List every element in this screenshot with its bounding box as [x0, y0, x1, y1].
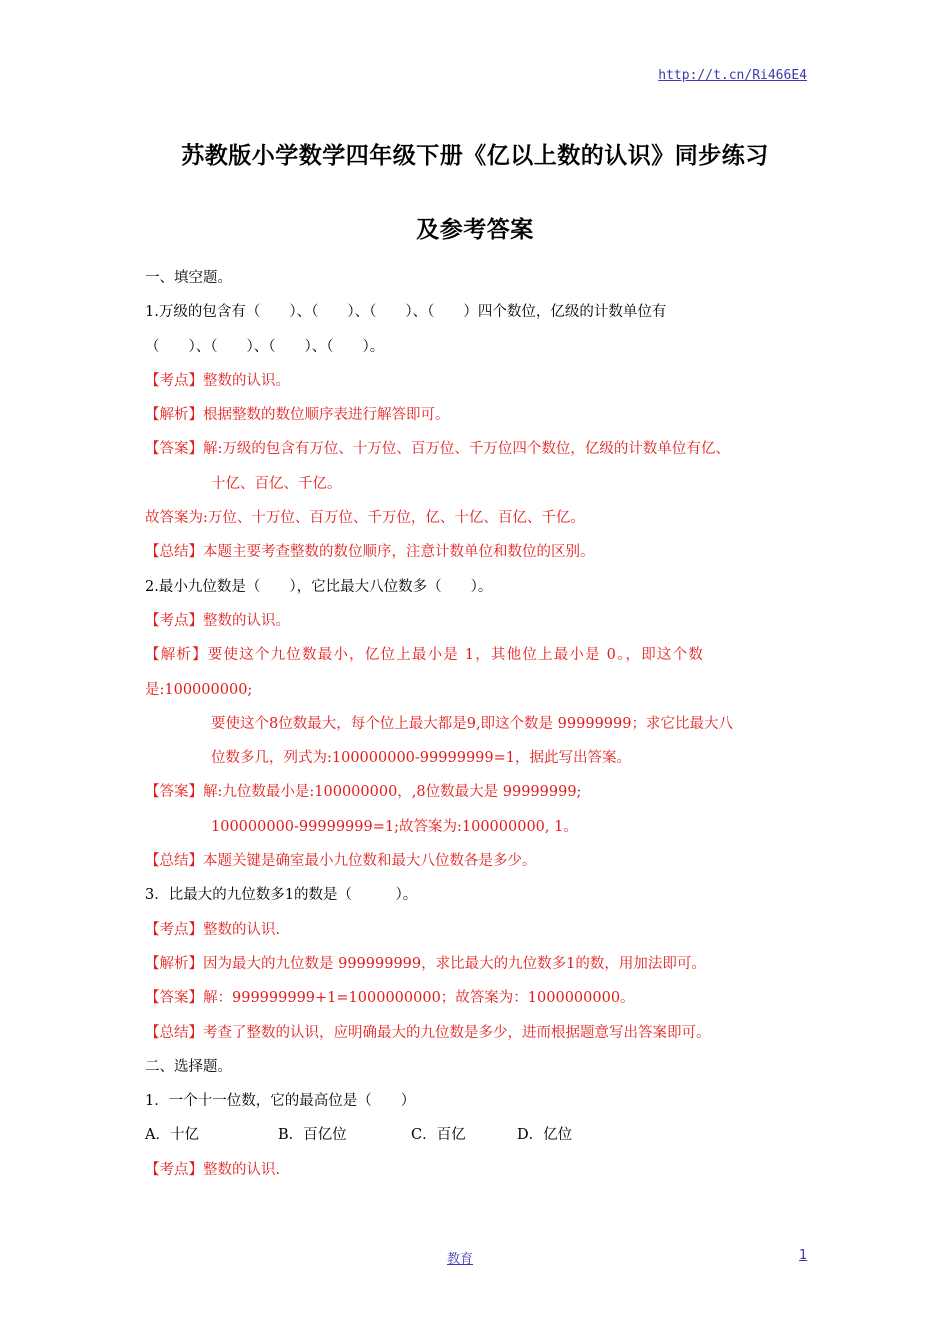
q2-kaodian: 【考点】整数的认识。: [145, 612, 290, 629]
q1-text-line1: 1.万级的包含有（ ）、（ ）、（ ）、（ ）四个数位，亿级的计数单位有: [145, 304, 667, 321]
option-a: A．十亿: [145, 1127, 199, 1144]
option-d: D．亿位: [517, 1127, 573, 1144]
q3-answer: 【答案】解：999999999+1=1000000000；故答案为：1000000000。: [145, 990, 635, 1007]
q1-jiexi: 【解析】根据整数的数位顺序表进行解答即可。: [145, 407, 450, 424]
q3-jiexi: 【解析】因为最大的九位数是 999999999，求比最大的九位数多1的数，用加法即可。: [145, 955, 706, 972]
q1-answer-line2: 十亿、百亿、千亿。: [211, 475, 342, 492]
s2-q1-text: 1．一个十一位数，它的最高位是（ ）: [145, 1093, 416, 1110]
q3-kaodian: 【考点】整数的认识.: [145, 921, 281, 938]
s2-q1-options: [145, 1121, 825, 1155]
q2-jiexi-line3: 要使这个8位数最大，每个位上最大都是9,即这个数是 99999999；求它比最大八: [211, 715, 733, 732]
q1-answer-line1: 【答案】解:万级的包含有万位、十万位、百万位、千万位四个数位，亿级的计数单位有亿、: [145, 441, 730, 458]
footer-page-number[interactable]: 1: [799, 1248, 808, 1263]
q1-text-line2: （ ）、（ ）、（ ）、（ ）。: [145, 338, 385, 355]
footer-education-link[interactable]: 教育: [447, 1252, 474, 1267]
header-url-link[interactable]: http://t.cn/Ri466E4: [658, 68, 807, 83]
q2-jiexi-line2: 是:100000000;: [145, 681, 253, 698]
q2-text: 2.最小九位数是（ ），它比最大八位数多（ ）。: [145, 578, 493, 595]
q1-summary: 【总结】本题主要考查整数的数位顺序，注意计数单位和数位的区别。: [145, 544, 595, 561]
q3-summary: 【总结】考查了整数的认识，应明确最大的九位数是多少，进而根据题意写出答案即可。: [145, 1024, 711, 1041]
q2-answer-line2: 100000000-99999999=1;故答案为:100000000, 1。: [211, 818, 578, 835]
q1-final-answer: 故答案为:万位、十万位、百万位、千万位，亿、十亿、百亿、千亿。: [145, 510, 585, 527]
q2-answer-line1: 【答案】解:九位数最小是:100000000，,8位数最大是 99999999;: [145, 784, 582, 801]
q1-kaodian: 【考点】整数的认识。: [145, 372, 290, 389]
section1-heading: 一、填空题。: [145, 270, 232, 286]
document-title-line2: 及参考答案: [416, 217, 534, 243]
s2-q1-kaodian: 【考点】整数的认识.: [145, 1161, 281, 1178]
q2-jiexi-line4: 位数多几，列式为:100000000-99999999=1，据此写出答案。: [211, 750, 631, 767]
option-c: C．百亿: [411, 1127, 466, 1144]
q3-text: 3．比最大的九位数多1的数是（ ）。: [145, 887, 418, 904]
q2-jiexi-line1: 【解析】要使这个九位数最小，亿位上最小是 1，其他位上最小是 0。，即这个数: [145, 647, 705, 664]
q2-summary: 【总结】本题关键是确室最小九位数和最大八位数各是多少。: [145, 853, 537, 870]
document-title-line1: 苏教版小学数学四年级下册《亿以上数的认识》同步练习: [181, 143, 769, 169]
option-b: B．百亿位: [278, 1127, 347, 1144]
document-body: [145, 264, 825, 1190]
section2-heading: 二、选择题。: [145, 1058, 232, 1075]
